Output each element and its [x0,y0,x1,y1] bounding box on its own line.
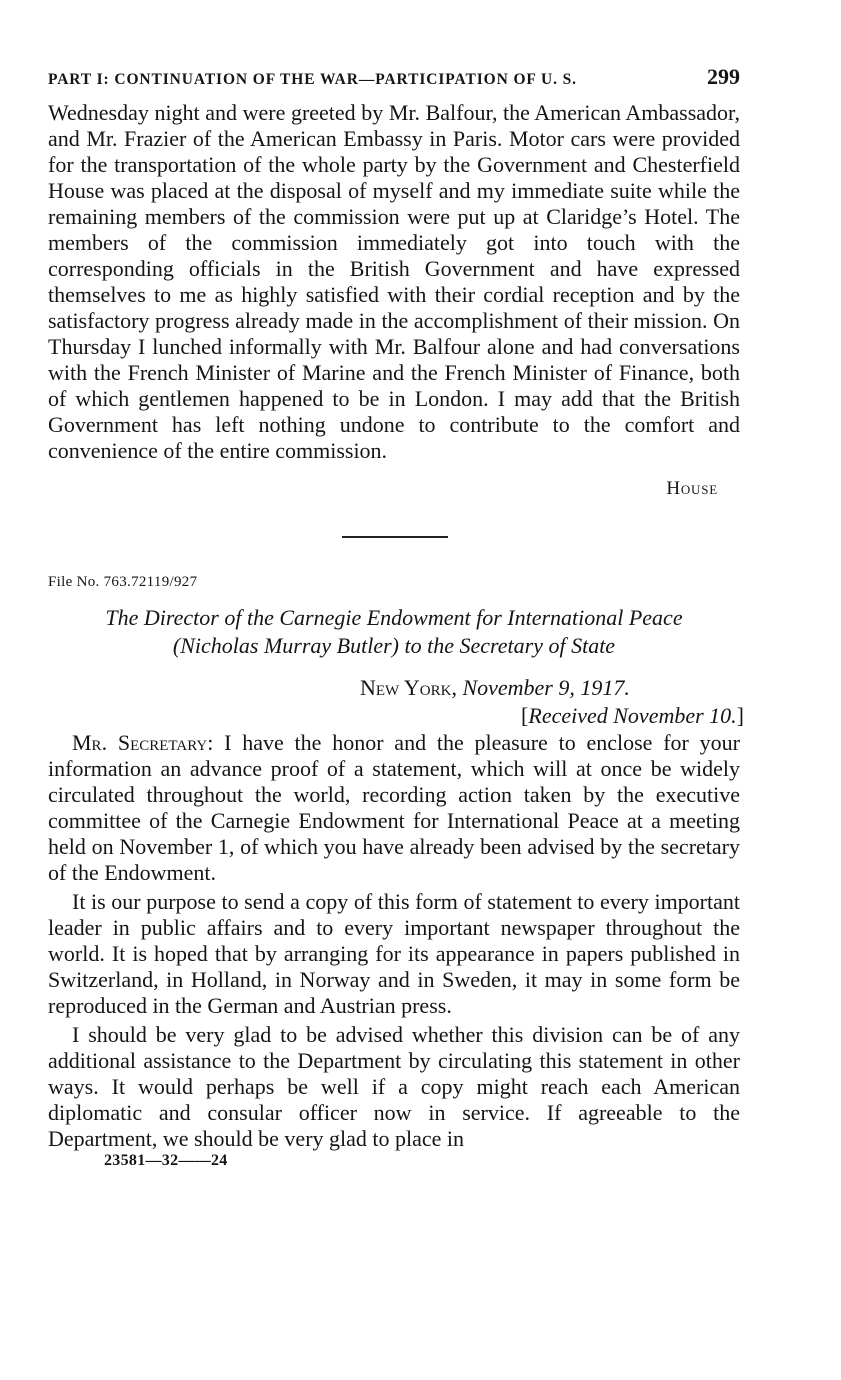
print-code: 23581—32——24 [104,1152,228,1169]
document-title-line-1: The Director of the Carnegie Endowment for International Peace [105,605,683,630]
received-text: Received November 10. [528,703,737,728]
document-title [48,604,740,660]
dateline-place: New York, [360,675,457,700]
running-head [48,64,740,100]
dateline [48,674,740,702]
page-number: 299 [707,64,740,89]
document-page [48,64,744,1170]
file-number: File No. 763.72119/927 [48,574,198,590]
received-date [48,702,744,730]
signature: House [666,478,718,499]
running-title: PART I: CONTINUATION OF THE WAR—PARTICIPATION OF U. S. [48,71,577,88]
document-title-line-2: (Nicholas Murray Butler) to the Secretary of State [172,633,616,658]
received-open-bracket: [ [521,703,529,728]
salutation: Mr. Secretary: [72,730,214,755]
letter-paragraph-1 [48,730,740,886]
continued-paragraph: Wednesday night and were greeted by Mr. Balfour, the American Ambassador, and Mr. Frazier of the American Embassy in Paris. Motor cars were provided for the transportation of the whole party by the Government and Chesterfield House was placed at the disposal of myself and my immediate suite while the remaining members of the commission were put up at Claridge’s Hotel. The members of the commission immediately got into touch with the corresponding officials in the British Government and have expressed themselves to me as highly satisfied with their cordial reception and by the satisfactory progress already made in the accomplishment of their mission. On Thursday I lunched informally with Mr. Balfour alone and had conversations with the French Minister of Marine and the French Minister of Finance, both of which gentlemen happened to be in London. I may add that the British Government has left nothing undone to contribute to the comfort and convenience of the entire commission. [48,100,740,463]
section-divider [342,536,448,538]
received-close-bracket: ] [736,703,744,728]
letter-paragraph-2: It is our purpose to send a copy of this form of statement to every important leader in public affairs and to every important newspaper throughout the world. It is hoped that by arranging for its appearance in papers published in Switzerland, in Holland, in Norway and in Sweden, it may in some form be reproduced in the German and Austrian press. [48,889,740,1018]
dateline-date: November 9, 1917. [462,675,630,700]
letter-paragraph-1-text: I have the honor and the pleasure to enclose for your information an advance proof of a statement, which will at once be widely circulated throughout the world, recording action taken by the executive committee of the Carnegie Endowment for International Peace at a meeting held on November 1, of which you have already been advised by the secretary of the Endowment. [48,730,740,885]
letter-paragraph-3: I should be very glad to be advised whether this division can be of any additional assistance to the Department by circulating this statement in other ways. It would perhaps be well if a copy might reach each American diplomatic and consular officer now in service. If agreeable to the Department, we should be very glad to place in [48,1022,740,1151]
